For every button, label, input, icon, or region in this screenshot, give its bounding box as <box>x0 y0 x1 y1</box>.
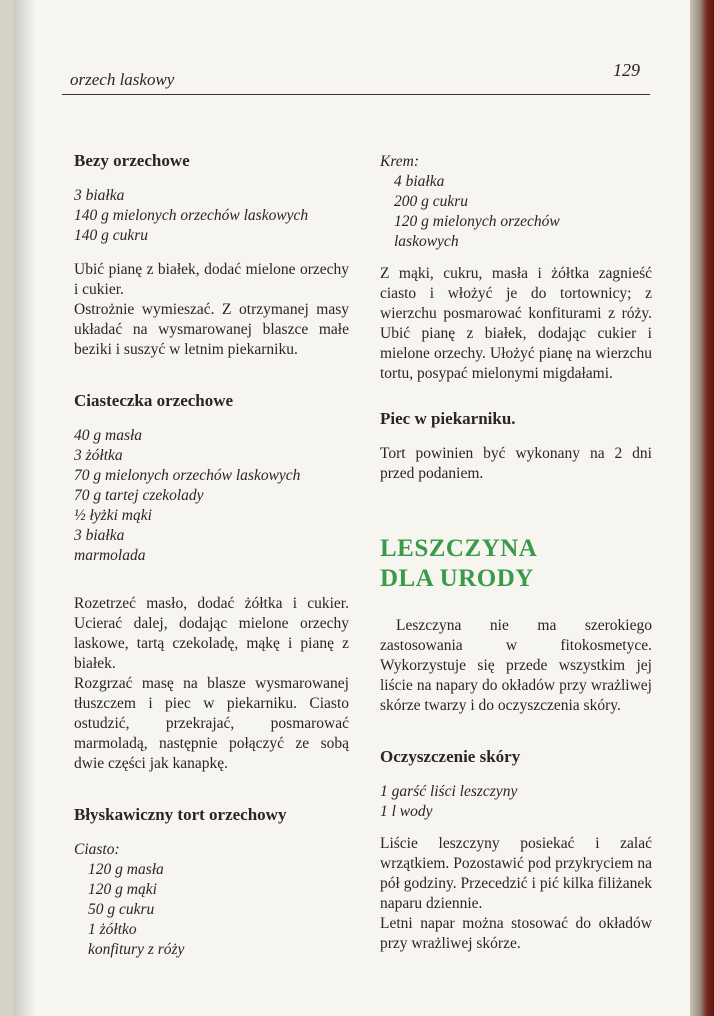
ingredient-item: marmolada <box>74 547 146 564</box>
recipe-text-oczyszczenie-2: Letni napar można stosować do okładów przy wrażliwej skórze. <box>380 915 652 952</box>
ingredient-item: 40 g masła <box>74 427 143 444</box>
ingredient-item: 1 żółtko <box>88 921 137 938</box>
cream-instructions: Z mąki, cukru, masła i żółtka zagnieść ciasto i włożyć je do tortownicy; z wierzchu posmarować konfiturami z róży. Ubić pianę z białek, dodając cukier i mielone orzechy. Ułożyć pianę na wierzchu tortu, posypać mielonymi migdałami. <box>380 265 652 382</box>
ingredient-item: konfitury z róży <box>88 941 185 958</box>
ingredient-item: 120 g mąki <box>88 881 157 898</box>
bake-title: Piec w piekarniku. <box>380 409 516 428</box>
ingredient-item: 120 g mielonych orzechów <box>394 213 560 230</box>
ingredient-item: ½ łyżki mąki <box>74 507 152 524</box>
dough-ingredients <box>74 840 349 960</box>
ingredient-item: 70 g tartej czekolady <box>74 487 204 504</box>
ingredient-item: 1 garść liści leszczyny <box>380 783 518 800</box>
recipe-text-ciasteczka-2: Rozgrzać masę na blasze wysmarowanej tłuszczem i piec w piekarniku. Ciasto ostudzić, przekrajać, posmarować marmoladą, następnie połączyć ze sobą dwie części jak kanapkę. <box>74 675 349 772</box>
bake-text: Tort powinien być wykonany na 2 dni przed podaniem. <box>380 445 652 482</box>
recipe-title-bezy: Bezy orzechowe <box>74 151 190 170</box>
ingredient-item: 1 l wody <box>380 803 433 820</box>
cream-label: Krem: <box>380 153 420 170</box>
ingredient-item: 200 g cukru <box>394 193 469 210</box>
ingredient-item: 140 g mielonych orzechów laskowych <box>74 207 309 224</box>
section-heading-line2: DLA URODY <box>380 565 534 592</box>
section-heading <box>380 534 652 594</box>
recipe-text-oczyszczenie-1: Liście leszczyny posiekać i zalać wrzątkiem. Pozostawić pod przykryciem na pół godziny. Przecedzić i pić kilka filiżanek naparu dziennie. <box>380 835 652 912</box>
ingredient-item: 3 żółtka <box>74 447 123 464</box>
ingredient-item: 4 białka <box>394 173 445 190</box>
recipe-text-ciasteczka-1: Rozetrzeć masło, dodać żółtka i cukier. Ucierać dalej, dodając mielone orzechy laskowe, tartą czekoladę, mąkę i pianę z białek. <box>74 595 349 672</box>
left-column <box>74 150 349 960</box>
section-heading-line1: LESZCZYNA <box>380 535 538 562</box>
recipe-text-bezy-2: Ostrożnie wymieszać. Z otrzymanej masy układać na wysmarowanej blaszce małe beziki i suszyć w letnim piekarniku. <box>74 301 349 358</box>
recipe-text-bezy-1: Ubić pianę z białek, dodać mielone orzechy i cukier. <box>74 261 349 298</box>
ingredient-item: 140 g cukru <box>74 227 149 244</box>
page-number: 129 <box>613 60 640 80</box>
ingredient-item: 3 białka <box>74 187 125 204</box>
right-column <box>380 152 652 954</box>
ingredient-item: 70 g mielonych orzechów laskowych <box>74 467 301 484</box>
ingredient-item: 50 g cukru <box>88 901 155 918</box>
section-intro: Leszczyna nie ma szerokiego zastosowania w fitokosmetyce. Wykorzystuje się przede wszystkim jej liście na napary do okładów przy wrażliwej skórze twarzy i do oczyszczenia skóry. <box>380 617 652 714</box>
ingredient-item: 120 g masła <box>88 861 164 878</box>
recipe-title-tort: Błyskawiczny tort orzechowy <box>74 805 287 824</box>
page-gutter-shadow <box>14 0 36 1016</box>
ingredient-list-ciasteczka <box>74 426 349 566</box>
cream-ingredients <box>380 152 652 252</box>
recipe-title-oczyszczenie: Oczyszczenie skóry <box>380 747 521 766</box>
header-rule <box>62 94 650 95</box>
running-header-title: orzech laskowy <box>70 70 175 89</box>
recipe-title-ciasteczka: Ciasteczka orzechowe <box>74 391 234 410</box>
dough-label: Ciasto: <box>74 841 120 858</box>
book-binding-edge <box>690 0 714 1016</box>
ingredient-list-bezy <box>74 186 349 246</box>
ingredient-item: laskowych <box>394 233 459 250</box>
ingredient-item: 3 białka <box>74 527 125 544</box>
ingredient-list-oczyszczenie <box>380 782 652 822</box>
